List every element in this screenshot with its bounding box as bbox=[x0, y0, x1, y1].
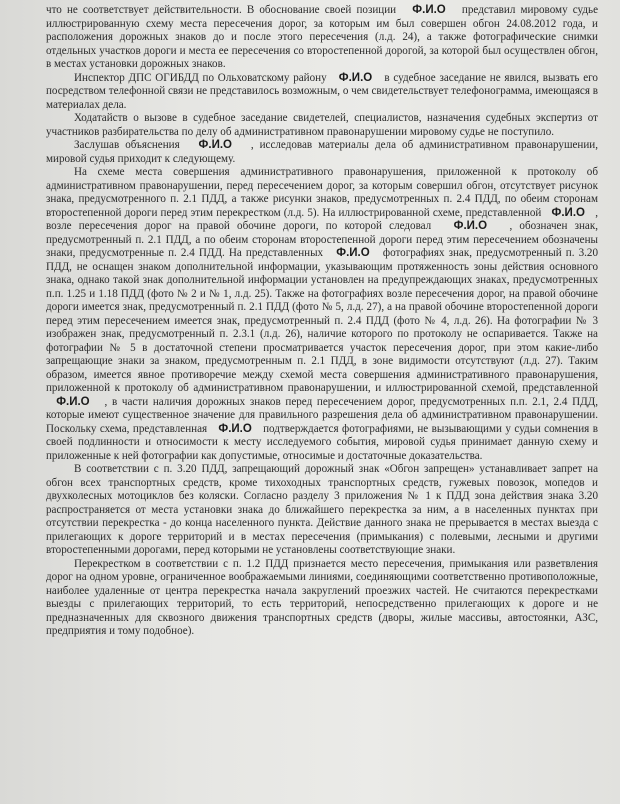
redacted-name: Ф.И.О bbox=[210, 422, 260, 435]
paragraph-4: Заслушав объяснения Ф.И.О , исследовав материалы дела об административном правонарушении, мировой судья приходит к следующему. bbox=[46, 139, 598, 165]
paragraph-2: Инспектор ДПС ОГИБДД по Ольховатскому району Ф.И.О в судебное заседание не явился, вызвать его посредством телефонной связи не представилось возможным, о чем свидетельствует телефонограмма, имеющаяся в материалах дела. bbox=[46, 71, 598, 111]
redacted-name: Ф.И.О bbox=[401, 4, 457, 16]
redacted-name: Ф.И.О bbox=[438, 220, 503, 232]
paragraph-5: На схеме места совершения административного правонарушения, приложенной к протоколу об административном правонарушении, перед пересечением дорог, за которым совершил обгон, отсутствует рисунок знака, предусмотренного п. 2.1 ПДД, а также рисунки знаков, предусмотренных п. 2.4 ПДД, по обеим сторонам второстепенной дороги перед этим перекрестком (л.д. 5). На иллюстрированной схеме, представленной Ф.И.О , возле пересечения дорог на правой обочине дороги, по которой следовал Ф.И.О , обозначен знак, предусмотренный п. 2.1 ПДД, а по обеим сторонам второстепенной дороги перед этим пересечением обозначены знаки, предусмотренные п. 2.4 ПДД. На представленных Ф.И.О фотографиях знак, предусмотренный п. 3.20 ПДД, не оснащен знаком дополнительной информации, указывающим протяженность зоны действия основного знака, однако такой знак дополнительной информации установлен на предупреждающих знаках, предусмотренных п.п. 1.25 и 1.18 ПДД (фото № 2 и № 1, л.д. 25). Также на фотографиях возле пересечения дорог, на правой обочине дороги имеется знак, предусмотренный п. 2.1 ПДД (фото № 5, л.д. 27), а на правой обочине второстепенной дороги перед этим пересечением имеется знак, предусмотренный п. 2.4 ПДД (фото № 4, л.д. 26). На фотографии № 3 изображен знак, предусмотренный п. 2.3.1 (л.д. 26), наличие которого по протоколу не оспаривается. Также на фотографии № 5 в достаточной степени просматривается участок пересечения дорог, при этом какие-либо запрещающие знаки за знаком, предусмотренным п. 2.1 ПДД, в зоне видимости отсутствуют (л.д. 27). Таким образом, имеется явное противоречие между схемой места совершения административного правонарушения, приложенной к протоколу об административном правонарушении, и иллюстрированной схемой, представленной Ф.И.О , в части наличия дорожных знаков перед пересечением дорог, предусмотренных п.п. 2.1, 2.4 ПДД, которые имеют существенное значение для правильного разрешения дела об административном правонарушении. Поскольку схема, представленная Ф.И.О подтверждается фотографиями, не вызывающими у судьи сомнения в своей подлинности и относимости к месту исследуемого события, мировой судья принимает данную схему и приложенные к ней фотографии как допустимые, относимые и достаточные доказательства. bbox=[46, 166, 599, 462]
redacted-name: Ф.И.О bbox=[327, 247, 379, 259]
redacted-name: Ф.И.О bbox=[46, 395, 100, 408]
redacted-name: Ф.И.О bbox=[330, 71, 381, 84]
paragraph-7: Перекрестком в соответствии с п. 1.2 ПДД признается место пересечения, примыкания или разветвления дорог на одном уровне, ограниченное воображаемыми линиями, соединяющими соответственно противоположные, наиболее удаленные от центра перекрестка начала закруглений проезжих частей. Не считаются перекрестками выезды с прилегающих территорий, то есть территорий, непосредственно прилегающих к дороге и не предназначенных для сквозного движения транспортных средств (дворы, жилые массивы, автостоянки, АЗС, предприятия и тому подобное). bbox=[46, 557, 598, 637]
paragraph-1: что не соответствует действительности. В обоснование своей позиции Ф.И.О представил мировому судье иллюстрированную схему места пересечения дорог, за которым им был совершен обгон 24.08.2012 года, и расположения дорожных знаков до и после этого пересечения (л.д. 24), а также фотографические снимки отдельных участков дороги и места ее пересечения со второстепенной дорогой, за которой был осуществлен обгон, в местах установки дорожных знаков. bbox=[46, 4, 598, 70]
paragraph-3: Ходатайств о вызове в судебное заседание свидетелей, специалистов, назначения судебных экспертиз от участников разбирательства по делу об административном правонарушении мировому судье не поступило. bbox=[46, 112, 598, 138]
redacted-name: Ф.И.О bbox=[544, 206, 593, 219]
redacted-name: Ф.И.О bbox=[185, 139, 245, 151]
paragraph-6: В соответствии с п. 3.20 ПДД, запрещающий дорожный знак «Обгон запрещен» устанавливает запрет на обгон всех транспортных средств, кроме тихоходных транспортных средств, гужевых повозок, мопедов и двухколесных мотоциклов без коляски. Согласно разделу 3 приложения № 1 к ПДД зона действия знака 3.20 распространяется от места установки знака до ближайшего перекрестка за ним, а в населенных пунктах при отсутствии перекрестка - до конца населенного пункта. Действие данного знака не прерывается в местах выезда с прилегающих к дороге территорий и в местах пересечения (примыкания) с полевыми, лесными и другими второстепенными дорогами, перед которыми не установлены соответствующие знаки. bbox=[46, 463, 598, 556]
